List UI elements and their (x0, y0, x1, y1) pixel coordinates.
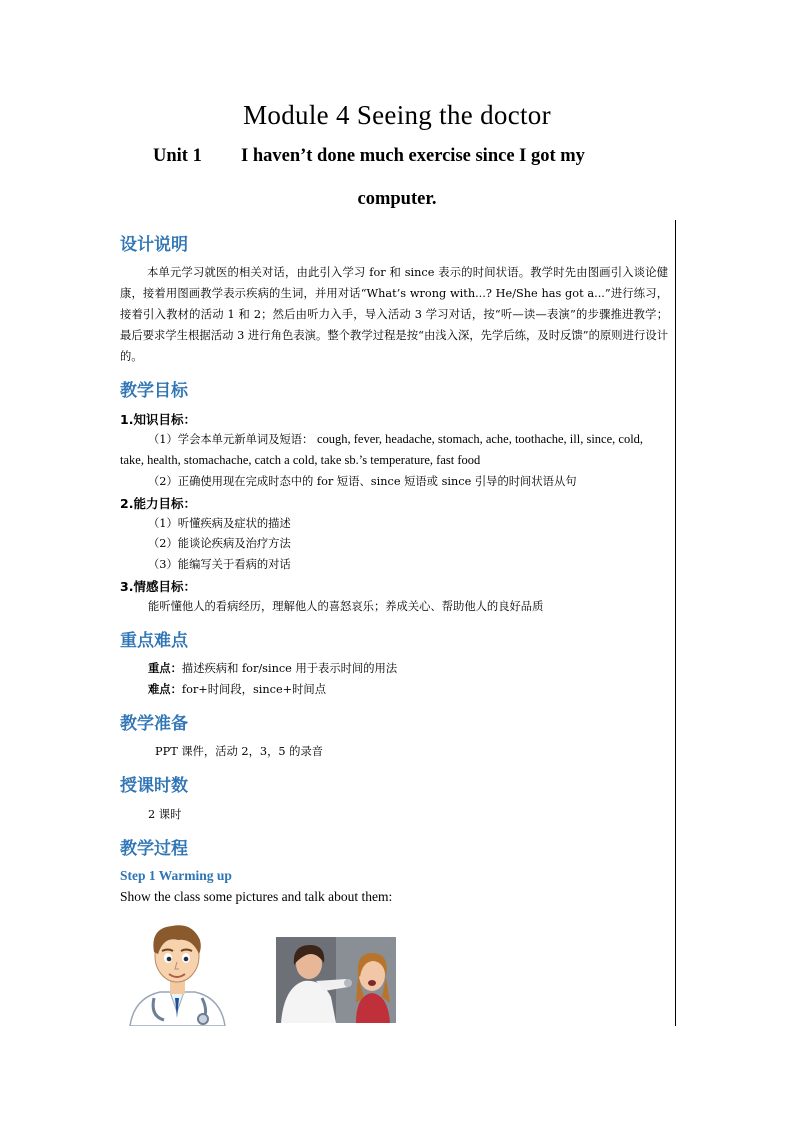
key-point (148, 660, 397, 676)
design-heading: 设计说明 (120, 235, 188, 255)
difficult-point (148, 681, 326, 697)
knowledge-goal-1-prefix: （1）学会本单元新单词及短语： (148, 433, 314, 446)
knowledge-goal-1-words: cough, fever, headache, stomach, ache, toothache, ill, since, cold, take, health, stomachache, catch a cold, take sb.’s temperature, fast food (120, 432, 644, 467)
unit-title-text: I haven’t done much exercise since I got my (241, 146, 585, 166)
emotion-goals-label: 3.情感目标： (120, 579, 196, 594)
knowledge-goals-label: 1.知识目标： (120, 412, 196, 427)
prep-heading: 教学准备 (120, 714, 188, 734)
key-point-label: 重点： (148, 661, 182, 675)
margin-rule (675, 220, 676, 1026)
keypoints-heading: 重点难点 (120, 631, 188, 651)
knowledge-goal-2: （2）正确使用现在完成时态中的 for 短语、since 短语或 since 引导的时间状语从句 (148, 475, 577, 488)
process-heading: 教学过程 (120, 839, 188, 859)
unit-number: Unit 1 (153, 146, 202, 166)
hours-heading: 授课时数 (120, 776, 188, 796)
ability-goals-label: 2.能力目标： (120, 496, 196, 511)
key-point-text: 描述疾病和 for/since 用于表示时间的用法 (181, 662, 398, 675)
knowledge-goal-1 (120, 429, 670, 471)
module-title: Module 4 Seeing the doctor (243, 100, 551, 130)
doctor-cartoon-image (120, 918, 235, 1026)
ability-goal-2: （2）能谈论疾病及治疗方法 (148, 537, 291, 550)
difficult-point-text: for+时间段，since+时间点 (181, 683, 326, 696)
step1-instruction: Show the class some pictures and talk about them: (120, 889, 393, 904)
prep-text: PPT 课件，活动 2，3，5 的录音 (155, 745, 324, 758)
unit-title-continued: computer. (357, 189, 437, 209)
unit-title (153, 146, 585, 167)
ability-goal-1: （1）听懂疾病及症状的描述 (148, 517, 291, 530)
goals-heading: 教学目标 (120, 381, 188, 401)
design-paragraph: 本单元学习就医的相关对话，由此引入学习 for 和 since 表示的时间状语。教学时先由图画引入谈论健康，接着用图画教学表示疾病的生词，并用对话“What’s wrong with...? He/She has got a...”进行练习，接着引入教材的活动 1 和 2；然后由听力入手，导入活动 3 学习对话，按“听—读—表演”的步骤推进教学；最后要求学生根据活动 3 进行角色表演。整个教学过程是按“由浅入深，先学后练，及时反馈”的原则进行设计的。 (120, 266, 668, 363)
doctor-examining-girl-photo (276, 937, 396, 1023)
difficult-point-label: 难点： (148, 682, 182, 696)
hours-text: 2 课时 (148, 808, 182, 821)
ability-goal-3: （3）能编写关于看病的对话 (148, 558, 291, 571)
step1-title: Step 1 Warming up (120, 868, 232, 883)
emotion-goal-1: 能听懂他人的看病经历，理解他人的喜怒哀乐；养成关心、帮助他人的良好品质 (148, 600, 544, 613)
